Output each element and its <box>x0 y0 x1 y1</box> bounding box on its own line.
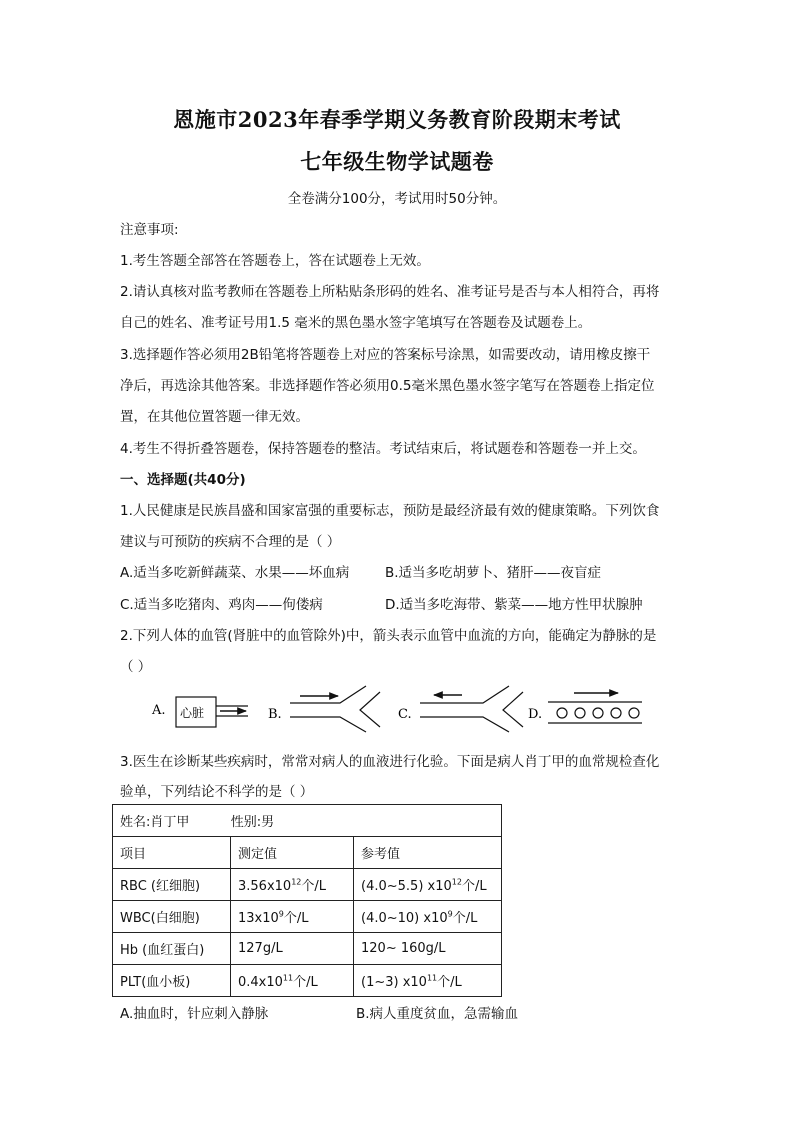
table-header-row <box>113 837 502 869</box>
section-heading: 一、选择题(共40分) <box>120 472 246 488</box>
blood-test-table <box>112 804 502 997</box>
note-line: 置，在其他位置答题一律无效。 <box>120 409 309 425</box>
measured-cell: $0.4x10^{11}$个/L <box>231 965 354 997</box>
vessel-wall <box>503 692 523 727</box>
header-cell: 参考值 <box>354 837 502 869</box>
table-row <box>113 805 502 837</box>
q1-option-a: A.适当多吃新鲜蔬菜、水果——坏血病 <box>120 565 350 581</box>
vessel-wall <box>290 717 366 732</box>
measured-cell: 127g/L <box>231 933 354 965</box>
q1-option-c: C.适当多吃猪肉、鸡肉——佝偻病 <box>120 597 323 613</box>
blood-vessel-diagram <box>140 680 650 735</box>
blood-cell <box>575 708 585 718</box>
option-c-label: C. <box>398 707 412 722</box>
q1-option-b: B.适当多吃胡萝卜、猪肝——夜盲症 <box>385 565 602 581</box>
exam-title: 恩施市2023年春季学期义务教育阶段期末考试 <box>173 107 621 132</box>
vessel-wall <box>420 717 509 732</box>
table-row <box>113 965 502 997</box>
q1-option-d: D.适当多吃海带、紫菜——地方性甲状腺肿 <box>385 597 643 613</box>
note-line: 2.请认真核对监考教师在答题卷上所粘贴条形码的姓名、准考证号是否与本人相符合，再将 <box>120 284 660 300</box>
vessel-wall <box>420 686 509 703</box>
item-cell: RBC (红细胞) <box>113 869 231 901</box>
item-cell: WBC(白细胞) <box>113 901 231 933</box>
heart-label: 心脏 <box>180 706 205 720</box>
reference-cell: (4.0~10) $x10^9$个/L <box>354 901 502 933</box>
note-line: 1.考生答题全部答在答题卷上，答在试题卷上无效。 <box>120 253 430 269</box>
reference-cell: (4.0~5.5) $x10^{12}$个/L <box>354 869 502 901</box>
note-line: 3.选择题作答必须用2B铅笔将答题卷上对应的答案标号涂黑，如需要改动，请用橡皮擦干 <box>120 347 651 363</box>
reference-cell: (1~3) $x10^{11}$个/L <box>354 965 502 997</box>
blood-cell <box>611 708 621 718</box>
q3-stem: 验单，下列结论不科学的是（ ） <box>120 784 314 800</box>
q2-stem: （ ） <box>120 659 152 675</box>
option-a-label: A. <box>152 703 166 718</box>
table-row <box>113 933 502 965</box>
measured-cell: $13x10^9$个/L <box>231 901 354 933</box>
vessel-wall <box>290 686 366 703</box>
reference-cell: 120~ 160g/L <box>354 933 502 965</box>
item-cell: Hb (血红蛋白) <box>113 933 231 965</box>
blood-cell <box>629 708 639 718</box>
table-row <box>113 869 502 901</box>
blood-cell <box>593 708 603 718</box>
exam-subject-title: 七年级生物学试题卷 <box>300 149 494 174</box>
q3-option-b: B.病人重度贫血，急需输血 <box>356 1006 519 1022</box>
q1-stem: 建议与可预防的疾病不合理的是（ ） <box>120 534 341 550</box>
note-line: 4.考生不得折叠答题卷，保持答题卷的整洁。考试结束后，将试题卷和答题卷一并上交。 <box>120 441 646 457</box>
notes-heading: 注意事项: <box>120 222 179 238</box>
option-b-label: B. <box>268 707 282 722</box>
note-line: 自己的姓名、准考证号用1.5 毫米的黑色墨水签字笔填写在答题卷及试题卷上。 <box>120 315 592 331</box>
blood-cell <box>557 708 567 718</box>
note-line: 净后，再选涂其他答案。非选择题作答必须用0.5毫米黑色墨水签字笔写在答题卷上指定位 <box>120 378 655 394</box>
q1-stem: 1.人民健康是民族昌盛和国家富强的重要标志，预防是最经济最有效的健康策略。下列饮食 <box>120 503 660 519</box>
table-row <box>113 901 502 933</box>
patient-info-cell: 姓名:肖丁甲 性别:男 <box>113 805 502 837</box>
option-d-label: D. <box>528 707 543 722</box>
q3-stem: 3.医生在诊断某些疾病时，常常对病人的血液进行化验。下面是病人肖丁甲的血常规检查化 <box>120 754 660 770</box>
q3-option-a: A.抽血时，针应刺入静脉 <box>120 1006 269 1022</box>
exam-info: 全卷满分100分，考试用时50分钟。 <box>287 191 507 207</box>
vessel-wall <box>360 692 380 727</box>
header-cell: 项目 <box>113 837 231 869</box>
item-cell: PLT(血小板) <box>113 965 231 997</box>
q2-stem: 2.下列人体的血管(肾脏中的血管除外)中，箭头表示血管中血流的方向，能确定为静脉的是 <box>120 628 657 644</box>
measured-cell: $3.56x10^{12}$个/L <box>231 869 354 901</box>
header-cell: 测定值 <box>231 837 354 869</box>
